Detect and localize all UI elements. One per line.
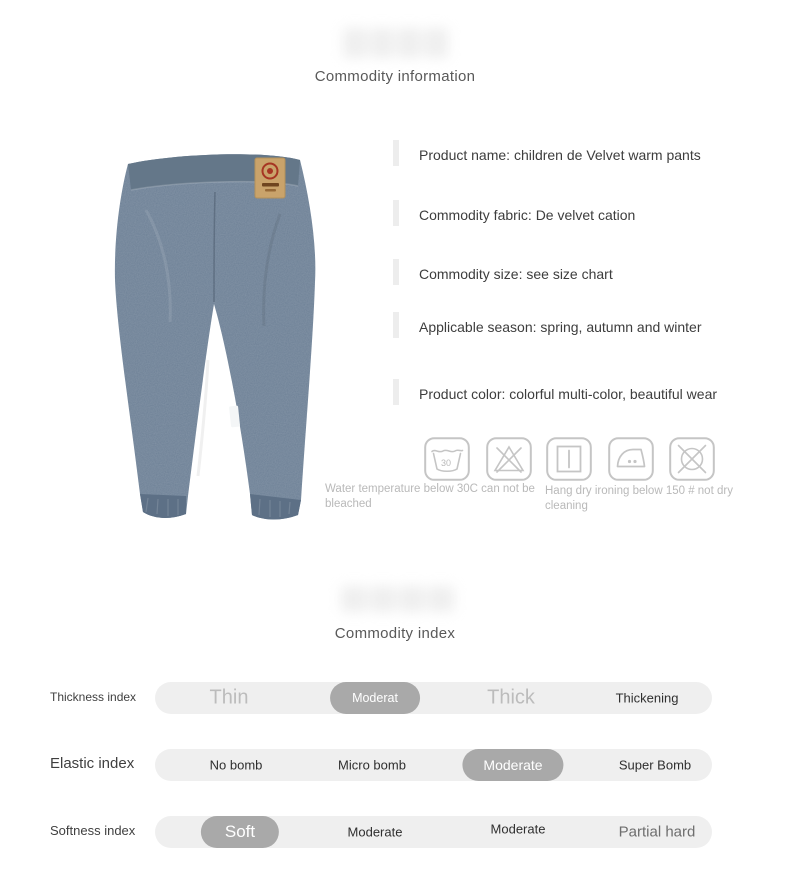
section-title-commodity-information: Commodity information [314,68,476,85]
section-title-commodity-index: Commodity index [334,625,456,642]
detail-line-product-name [393,143,701,166]
index-track-thickness [155,682,712,714]
detail-text: Commodity size: see size chart [419,265,613,282]
index-option: Thick [487,686,535,709]
index-option: Thin [209,686,249,709]
detail-text: Applicable season: spring, autumn and winter [419,318,702,335]
index-track-softness [155,816,712,848]
index-option: Partial hard [618,823,696,841]
iron-icon [608,437,654,481]
detail-text: Product name: children de Velvet warm pants [419,146,701,163]
index-option-selected: Soft [201,816,279,848]
pants-illustration [112,150,318,520]
index-option: Moderate [490,821,546,837]
svg-text:30: 30 [441,458,452,468]
index-row-label-softness: Softness index [50,823,136,838]
care-caption-dry: Hang dry ironing below 150 # not dry cleaning [545,485,733,512]
detail-marker [393,379,399,405]
product-photo-pants [112,150,318,520]
detail-marker [393,312,399,338]
care-caption-wash: Water temperature below 30C can not be bleached [325,483,535,510]
detail-marker [393,140,399,166]
faded-header-decoration [343,28,448,58]
detail-line-fabric [393,203,635,226]
detail-line-season [393,315,702,338]
detail-marker [393,259,399,285]
index-row-label-thickness: Thickness index [50,690,137,704]
index-option: Micro bomb [338,757,406,773]
index-track-elastic [155,749,712,781]
index-row-label-elastic: Elastic index [50,755,135,772]
index-option: Super Bomb [618,757,692,773]
detail-line-color [393,382,717,405]
index-option: Moderate [347,824,403,840]
detail-text: Product color: colorful multi-color, beautiful wear [419,385,718,402]
wash-30-icon [424,437,470,481]
drip-dry-icon [546,437,592,481]
detail-line-size [393,262,613,285]
index-option-selected: Moderat [330,682,420,714]
index-option: Thickening [615,690,679,706]
faded-header-decoration [341,586,454,612]
do-not-bleach-icon [486,437,532,481]
detail-text: Commodity fabric: De velvet cation [419,206,636,223]
detail-marker [393,200,399,226]
index-option-selected: Moderate [462,749,563,781]
no-dry-clean-icon [669,437,715,481]
index-option: No bomb [209,757,263,773]
brand-tag [255,158,285,198]
